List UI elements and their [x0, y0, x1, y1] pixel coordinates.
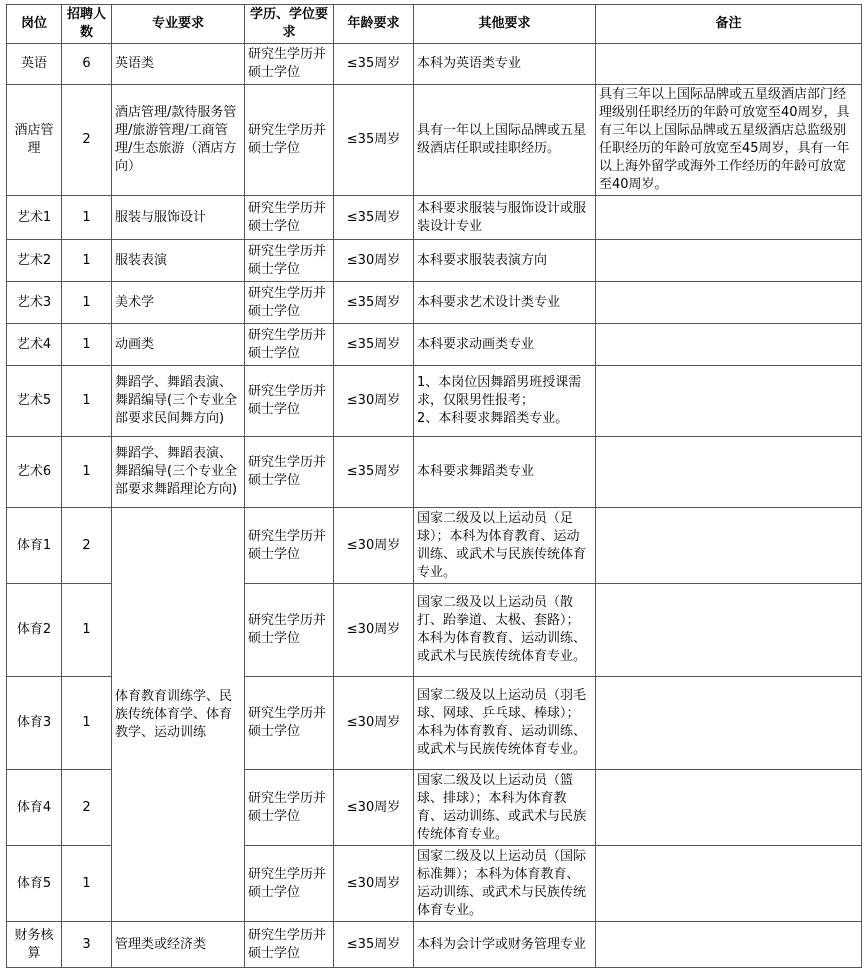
count-cell: 1 — [62, 584, 112, 677]
header-post: 岗位 — [7, 5, 62, 44]
count-cell: 1 — [62, 196, 112, 240]
major-cell: 服装表演 — [112, 240, 245, 282]
note-cell: 具有三年以上国际品牌或五星级酒店部门经理级别任职经历的年龄可放宽至40周岁，具有三年以上国际品牌或五星级酒店总监级别任职经历的年龄可放宽至45周岁，具有一年以上海外留学或海外工作经历的年龄可放宽至40周岁。 — [596, 85, 862, 196]
post-cell: 艺术1 — [7, 196, 62, 240]
post-cell: 英语 — [7, 44, 62, 85]
table-row — [7, 324, 862, 366]
age-cell: ≤30周岁 — [334, 770, 414, 846]
table-row — [7, 282, 862, 324]
education-cell: 研究生学历并硕士学位 — [245, 366, 334, 437]
age-cell: ≤30周岁 — [334, 240, 414, 282]
header-education: 学历、学位要求 — [245, 5, 334, 44]
age-cell: ≤30周岁 — [334, 846, 414, 922]
education-cell: 研究生学历并硕士学位 — [245, 584, 334, 677]
header-age: 年龄要求 — [334, 5, 414, 44]
note-cell — [596, 508, 862, 584]
major-cell: 美术学 — [112, 282, 245, 324]
note-cell — [596, 196, 862, 240]
table-row — [7, 196, 862, 240]
post-cell: 艺术2 — [7, 240, 62, 282]
age-cell: ≤35周岁 — [334, 44, 414, 85]
other-cell: 国家二级及以上运动员（篮球、排球）；本科为体育教育、运动训练、或武术与民族传统体育专业。 — [414, 770, 596, 846]
education-cell: 研究生学历并硕士学位 — [245, 196, 334, 240]
note-cell — [596, 770, 862, 846]
age-cell: ≤35周岁 — [334, 196, 414, 240]
count-cell: 1 — [62, 282, 112, 324]
age-cell: ≤35周岁 — [334, 85, 414, 196]
count-cell: 1 — [62, 240, 112, 282]
age-cell: ≤35周岁 — [334, 324, 414, 366]
count-cell: 6 — [62, 44, 112, 85]
major-cell: 动画类 — [112, 324, 245, 366]
count-cell: 1 — [62, 324, 112, 366]
major-cell: 舞蹈学、舞蹈表演、舞蹈编导(三个专业全部要求舞蹈理论方向) — [112, 437, 245, 508]
table-row — [7, 85, 862, 196]
post-cell: 体育1 — [7, 508, 62, 584]
post-cell: 酒店管理 — [7, 85, 62, 196]
post-cell: 体育4 — [7, 770, 62, 846]
note-cell — [596, 584, 862, 677]
major-cell: 英语类 — [112, 44, 245, 85]
education-cell: 研究生学历并硕士学位 — [245, 282, 334, 324]
other-cell: 国家二级及以上运动员（足球）；本科为体育教育、运动训练、或武术与民族传统体育专业。 — [414, 508, 596, 584]
other-cell: 具有一年以上国际品牌或五星级酒店任职或挂职经历。 — [414, 85, 596, 196]
education-cell: 研究生学历并硕士学位 — [245, 922, 334, 968]
education-cell: 研究生学历并硕士学位 — [245, 677, 334, 770]
education-cell: 研究生学历并硕士学位 — [245, 240, 334, 282]
note-cell — [596, 846, 862, 922]
other-cell: 本科要求服装表演方向 — [414, 240, 596, 282]
age-cell: ≤30周岁 — [334, 508, 414, 584]
sports-major-cell: 体育教育训练学、民族传统体育学、体育教学、运动训练 — [112, 508, 245, 922]
table-row — [7, 437, 862, 508]
other-cell: 国家二级及以上运动员（散打、跆拳道、太极、套路）；本科为体育教育、运动训练、或武术与民族传统体育专业。 — [414, 584, 596, 677]
table-row — [7, 366, 862, 437]
education-cell: 研究生学历并硕士学位 — [245, 770, 334, 846]
major-cell: 酒店管理/款待服务管理/旅游管理/工商管理/生态旅游（酒店方向） — [112, 85, 245, 196]
note-cell — [596, 366, 862, 437]
count-cell: 1 — [62, 437, 112, 508]
note-cell — [596, 240, 862, 282]
other-cell: 本科要求舞蹈类专业 — [414, 437, 596, 508]
other-cell: 本科要求服装与服饰设计或服装设计专业 — [414, 196, 596, 240]
education-cell: 研究生学历并硕士学位 — [245, 508, 334, 584]
other-cell: 本科要求艺术设计类专业 — [414, 282, 596, 324]
education-cell: 研究生学历并硕士学位 — [245, 85, 334, 196]
note-cell — [596, 44, 862, 85]
other-cell: 本科为英语类专业 — [414, 44, 596, 85]
count-cell: 2 — [62, 85, 112, 196]
count-cell: 1 — [62, 846, 112, 922]
age-cell: ≤30周岁 — [334, 677, 414, 770]
education-cell: 研究生学历并硕士学位 — [245, 437, 334, 508]
count-cell: 1 — [62, 677, 112, 770]
recruitment-table — [6, 4, 862, 968]
age-cell: ≤35周岁 — [334, 282, 414, 324]
age-cell: ≤30周岁 — [334, 584, 414, 677]
note-cell — [596, 282, 862, 324]
note-cell — [596, 677, 862, 770]
header-major: 专业要求 — [112, 5, 245, 44]
post-cell: 体育2 — [7, 584, 62, 677]
major-cell: 舞蹈学、舞蹈表演、舞蹈编导(三个专业全部要求民间舞方向) — [112, 366, 245, 437]
count-cell: 2 — [62, 770, 112, 846]
age-cell: ≤35周岁 — [334, 922, 414, 968]
post-cell: 财务核算 — [7, 922, 62, 968]
table-row — [7, 240, 862, 282]
other-cell: 国家二级及以上运动员（国际标准舞）；本科为体育教育、运动训练、或武术与民族传统体育专业。 — [414, 846, 596, 922]
post-cell: 艺术3 — [7, 282, 62, 324]
table-row — [7, 508, 862, 584]
age-cell: ≤30周岁 — [334, 366, 414, 437]
table-row — [7, 44, 862, 85]
note-cell — [596, 922, 862, 968]
header-row — [7, 5, 862, 44]
note-cell — [596, 437, 862, 508]
header-other: 其他要求 — [414, 5, 596, 44]
header-note: 备注 — [596, 5, 862, 44]
other-cell: 国家二级及以上运动员（羽毛球、网球、乒乓球、棒球）；本科为体育教育、运动训练、或武术与民族传统体育专业。 — [414, 677, 596, 770]
table-row — [7, 922, 862, 968]
other-cell: 本科为会计学或财务管理专业 — [414, 922, 596, 968]
education-cell: 研究生学历并硕士学位 — [245, 44, 334, 85]
post-cell: 体育3 — [7, 677, 62, 770]
count-cell: 3 — [62, 922, 112, 968]
note-cell — [596, 324, 862, 366]
other-cell: 本科要求动画类专业 — [414, 324, 596, 366]
education-cell: 研究生学历并硕士学位 — [245, 846, 334, 922]
post-cell: 体育5 — [7, 846, 62, 922]
count-cell: 2 — [62, 508, 112, 584]
count-cell: 1 — [62, 366, 112, 437]
major-cell: 服装与服饰设计 — [112, 196, 245, 240]
header-count: 招聘人数 — [62, 5, 112, 44]
major-cell: 管理类或经济类 — [112, 922, 245, 968]
post-cell: 艺术6 — [7, 437, 62, 508]
education-cell: 研究生学历并硕士学位 — [245, 324, 334, 366]
other-cell: 1、本岗位因舞蹈男班授课需求，仅限男性报考； 2、本科要求舞蹈类专业。 — [414, 366, 596, 437]
post-cell: 艺术4 — [7, 324, 62, 366]
age-cell: ≤35周岁 — [334, 437, 414, 508]
post-cell: 艺术5 — [7, 366, 62, 437]
